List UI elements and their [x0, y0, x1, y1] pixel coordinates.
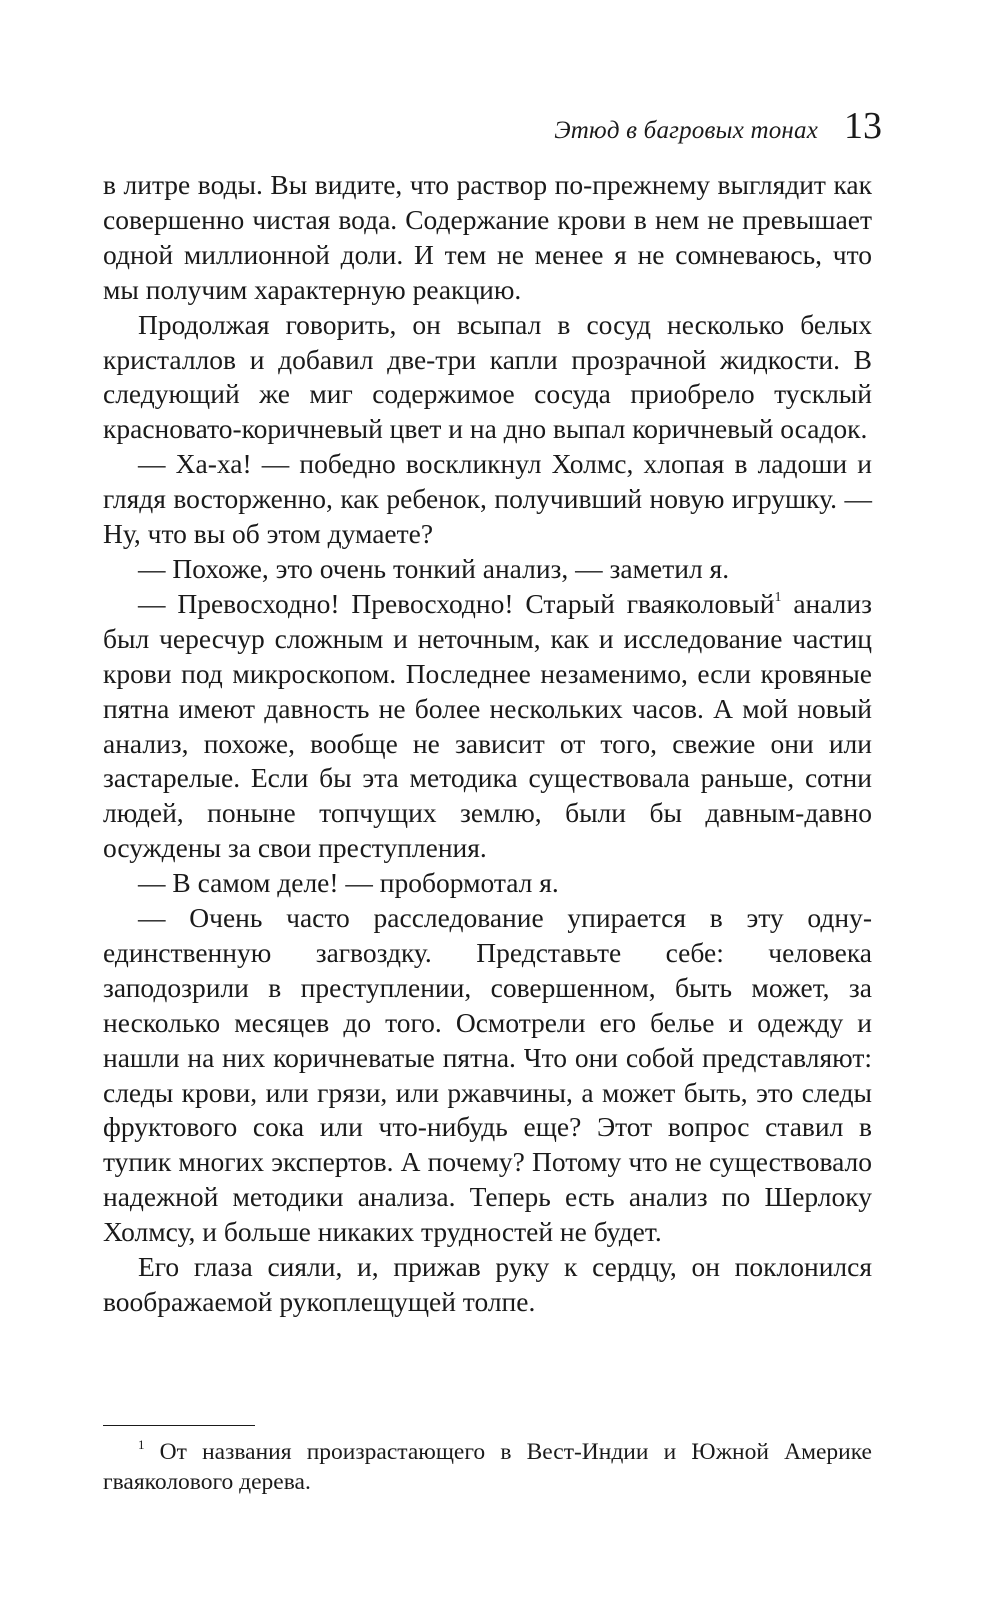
paragraph-5 [103, 587, 872, 866]
running-header [554, 104, 882, 148]
paragraph-3: — Ха-ха! — победно воскликнул Холмс, хлопая в ладоши и глядя восторженно, как ребенок, получивший новую игрушку. — Ну, что вы об этом думаете? [103, 448, 872, 550]
body-text [103, 168, 872, 1320]
footnote [103, 1437, 872, 1497]
footnote-divider [103, 1425, 255, 1426]
paragraph-4: — Похоже, это очень тонкий анализ, — заметил я. [138, 552, 730, 584]
footnote-text: От названия произрастающего в Вест-Индии и Южной Америке гваяколового дерева. [103, 1439, 872, 1495]
paragraph-5-start: — Превосходно! Превосходно! Старый гваяколовый [138, 587, 775, 619]
running-title: Этюд в багровых тонах [554, 117, 818, 144]
paragraph-7: — Очень часто расследование упирается в эту одну-единственную загвоздку. Представьте себе: человека заподозрили в преступлении, совершенном, быть может, за несколько месяцев до того. Осмотрели его белье и одежду и нашли на них коричневатые пятна. Что они собой представляют: следы крови, или грязи, или ржавчины, а может быть, это следы фруктового сока или что-нибудь еще? Этот вопрос ставил в тупик многих экспертов. А почему? Потому что не существовало надежной методики анализа. Теперь есть анализ по Шерлоку Холмсу, и больше никаких трудностей не будет. [103, 902, 872, 1248]
paragraph-2: Продолжая говорить, он всыпал в сосуд несколько белых кристаллов и добавил две-три капли прозрачной жидкости. В следующий же миг содержимое сосуда приобрело тусклый красновато-коричневый цвет и на дно выпал коричневый осадок. [103, 308, 872, 445]
paragraph-8: Его глаза сияли, и, прижав руку к сердцу, он поклонился воображаемой рукоплещущей толпе. [103, 1251, 872, 1317]
footnote-reference[interactable]: 1 [774, 589, 782, 605]
paragraph-1: в литре воды. Вы видите, что раствор по-прежнему выглядит как совершенно чистая вода. Содержание крови в нем не превышает одной миллионной доли. И тем не менее я не сомневаюсь, что мы получим характерную реакцию. [103, 169, 872, 305]
paragraph-6: — В самом деле! — пробормотал я. [138, 867, 559, 899]
footnote-marker: 1 [138, 1437, 145, 1452]
page-number: 13 [844, 105, 882, 147]
paragraph-5-end: анализ был чересчур сложным и неточным, как и исследование частиц крови под микроскопом. Последнее незаменимо, если кровяные пятна имеют давность не более нескольких часов. А мой новый анализ, похоже, вообще не зависит от того, свежие они или застарелые. Если бы эта методика существовала раньше, сотни людей, поныне топчущих землю, были бы давным-давно осуждены за свои преступления. [103, 587, 872, 864]
